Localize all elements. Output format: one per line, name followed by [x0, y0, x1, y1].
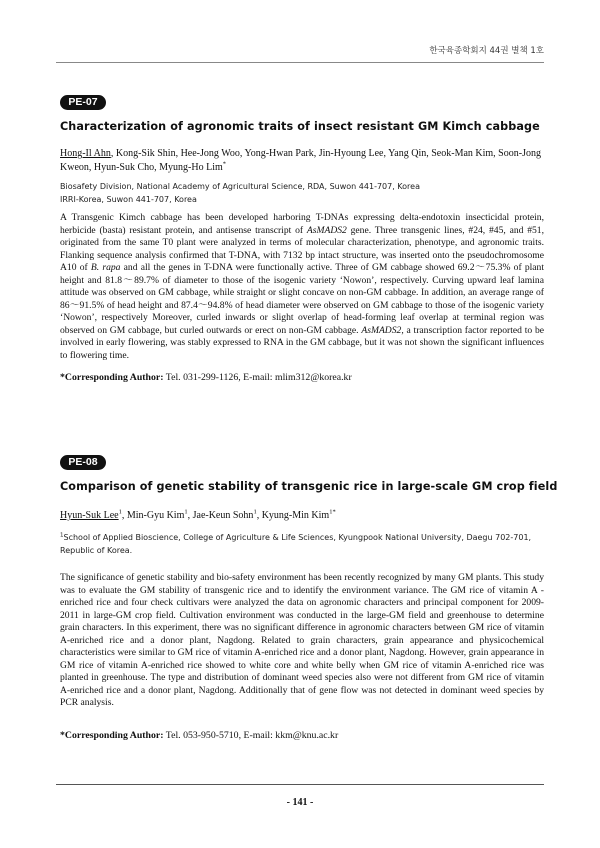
co-authors: , Kong-Sik Shin, Hee-Jong Woo, Yong-Hwan Park, Jin-Hyoung Lee, Yang Qin, Seok-Man Kim, Soon-Jong Kweon, Hyun-Suk Cho, Myung-Ho Lim	[60, 148, 541, 173]
contact-info: Tel. 031-299-1126, E-mail: mlim312@korea.kr	[163, 372, 352, 383]
affiliation-mark: 1	[60, 532, 64, 539]
italic-term: B. rapa	[90, 262, 121, 274]
author-affiliation-mark: 1	[118, 508, 122, 516]
presenting-author: Hyun-Suk Lee	[60, 510, 119, 521]
corresponding-author	[60, 730, 544, 741]
author-separator: ,	[256, 510, 262, 521]
author-affiliation-mark: 1	[253, 508, 257, 516]
author-name: Kyung-Min Kim	[261, 510, 330, 521]
abstract-body: The significance of genetic stability and bio-safety environment has been recently recognized by many GM plants. This study was to evaluate the GM stability of transgenic rice and to identify the environment variance. The GM rice of vitamin A -enriched rice and four check cultivars were analyzed the data on agronomic characters and principal component for 2009-2011 in large-GM crop field. Cultivation environment was conducted in the large-GM field and greenhouse to determine grain characters. In this experiment, there was no significant difference in agronomic characters between GM rice of vitamin A-enriched rice and a donor plant, Nagdong. Related to grain characters, grain appearance and physicochemical characteristics were similar to GM rice of vitamin A-enriched rice and a donor plant, Nagdong. However, grain appearance in GM rice of vitamin A-enriched rice showed to white core and white belly when GM rice of vitamin A-enriched rice was planted in greenhouse. The type and distribution of dominant weed species also were not different from GM rice of vitamin A-enriched rice and a donor plant, Nagdong. Additionally that of gene flow was not detected in dominant weed species by PCR analysis.	[60, 572, 544, 709]
header-divider	[56, 62, 544, 63]
italic-term: AsMADS2	[306, 224, 347, 236]
author-list	[60, 147, 544, 175]
author-affiliation-mark: 1	[184, 508, 188, 516]
abstract-text: , a transcription factor reported to be involved in early flowering, was stably expressed to RNA in the GM cabbage, but it was not shown the significant influences to flowering time.	[60, 324, 544, 362]
affiliation-text: School of Applied Bioscience, College of Agriculture & Life Sciences, Kyungpook National University, Daegu 702-701, Republic of Korea.	[60, 533, 532, 555]
corresponding-label: *Corresponding Author:	[60, 372, 164, 383]
author-affiliation-mark: 1*	[329, 508, 336, 516]
author-name: Jae-Keun Sohn	[192, 510, 254, 521]
italic-term: AsMADS2	[361, 324, 402, 336]
abstract-badge: PE-07	[60, 95, 106, 110]
journal-header: 한국육종학회지 44권 별책 1호	[429, 46, 544, 56]
author-separator: ,	[187, 510, 193, 521]
author-list	[60, 509, 544, 523]
page-number: - 141 -	[286, 797, 314, 808]
abstract-body	[60, 212, 544, 363]
abstract-text: and all the genes in T-DNA were functionally active. Three of GM cabbage showed 69.2～75.3% of plant height and 81.8～89.7% of diameter to those of the isogenic variety ‘Nowon’, respectively. Curving upward leaf lamina attitude was observed on GM cabbage, while straight or slight concave on non-GM cabbage. In addition, an average range of 86～91.5% of head height and 87.4～94.8% of head diameter were observed on GM cabbage to those of the isogenic variety ‘Nowon’, respectively Moreover, curled inwards or slight overlap of head-forming leaf overlap at terminal region was observed on GM cabbage, but curled outwards or erect on non-GM cabbage.	[60, 262, 545, 336]
footer-divider	[56, 784, 544, 785]
contact-info: Tel. 053-950-5710, E-mail: kkm@knu.ac.kr	[163, 730, 339, 741]
corresponding-label: *Corresponding Author:	[60, 730, 164, 741]
abstract-text: gene. Three transgenic lines, #24, #45, and #51, originated from the same T0 plant were analyzed in terms of molecular characterization, phenotype, and agronomic traits. Flanking sequence analysis confirmed that T-DNA, with 7132 bp intact structure, was inserted onto the pseudochromosome A10 of	[60, 224, 544, 274]
abstract-badge: PE-08	[60, 455, 106, 470]
corresponding-author	[60, 372, 544, 383]
affiliation	[60, 532, 544, 557]
author-name: Min-Gyu Kim	[126, 510, 185, 521]
corresponding-mark: *	[222, 160, 227, 168]
author-separator: ,	[121, 510, 127, 521]
affiliations	[60, 181, 544, 206]
presenting-author: Hong-Il Ahn	[60, 148, 111, 159]
abstract-text: A Transgenic Kimch cabbage has been developed harboring T-DNAs expressing delta-endotoxin insecticidal protein, herbicide (basta) resistant protein, and antisense transcript of	[60, 212, 544, 236]
abstract-title: Comparison of genetic stability of transgenic rice in large-scale GM crop field	[60, 480, 558, 493]
abstract-title: Characterization of agronomic traits of insect resistant GM Kimch cabbage	[60, 120, 540, 133]
affiliation-line: IRRI-Korea, Suwon 441-707, Korea	[60, 194, 197, 204]
affiliation-line: Biosafety Division, National Academy of Agricultural Science, RDA, Suwon 441-707, Korea	[60, 182, 420, 191]
